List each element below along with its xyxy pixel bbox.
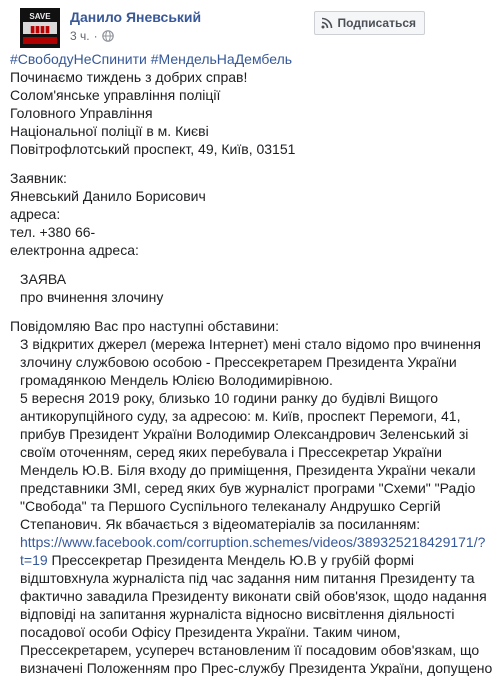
text-line: Прессекретарем, усупереч встановленим її посадовим обов'язкам, що [20, 642, 480, 658]
text-line: 5 вересня 2019 року, близько 10 години ранку до будівлі Вищого [20, 390, 439, 406]
avatar[interactable] [20, 8, 60, 48]
text-line: адреса: [10, 206, 61, 222]
text-line: злочину службовою особою - Прессекретарем Президента України [20, 354, 457, 370]
video-link[interactable]: https://www.facebook.com/corruption.schemes/videos/389325218429171/? [20, 534, 486, 550]
text-line: посадової особи Офісу Президента України. Таким чином, [20, 624, 401, 640]
text-line: електронна адреса: [10, 242, 139, 258]
hashtags-line [10, 50, 438, 68]
text-line: З відкритих джерел (мережа Інтернет) мені стало відомо про вчинення [20, 336, 481, 352]
rss-icon [321, 17, 333, 29]
text-line: Починаємо тиждень з добрих справ! [10, 69, 248, 85]
text-line [10, 551, 438, 569]
follow-button[interactable] [314, 11, 425, 35]
text-line: "Свобода" та Першого Суспільного телеканалу Андрушко Сергій [20, 498, 441, 514]
text-line: Мендель Ю.В. Біля входу до приміщення, Президента України чекали [20, 462, 476, 478]
video-link-continued[interactable]: t=19 [20, 552, 48, 568]
text-line: прибув Президент України Володимир Олександрович Зеленський зі [20, 426, 469, 442]
text-line: Заявник: [10, 170, 67, 186]
post-meta: 3 ч. · [70, 29, 114, 43]
avatar-logo-text: SAVE [29, 12, 51, 21]
hashtag[interactable]: #СвободуНеСпинити [10, 51, 147, 67]
text-line: Головного Управління [10, 105, 153, 121]
post-header [10, 0, 435, 52]
hashtag[interactable]: #МендельНаДембель [150, 51, 293, 67]
text-line: Національної поліції в м. Києві [10, 123, 209, 139]
statement-title: ЗАЯВА [20, 271, 67, 287]
text-line: антикорупційного суду, за адресою: м. Київ, проспект Перемоги, 41, [20, 408, 461, 424]
post-time[interactable]: 3 ч. [70, 29, 90, 43]
statement-subtitle: про вчинення злочину [20, 289, 164, 305]
text-line: тел. +380 66- [10, 224, 96, 240]
text-line: своїм оточенням, серед яких перебувала і Прессекретар України [20, 444, 442, 460]
post-body [10, 50, 492, 677]
follow-label: Подписаться [337, 16, 416, 30]
text-line [10, 533, 486, 551]
svg-text:▮▮▮▮: ▮▮▮▮ [30, 24, 50, 34]
text-line: відштовхнула журналіста під час задання ним питання Президенту та [20, 570, 475, 586]
text-line: Яневський Данило Борисович [10, 188, 206, 204]
text-line: представники ЗМІ, серед яких був журналіст програми "Схеми" "Радіо [20, 480, 476, 496]
globe-icon [102, 30, 114, 42]
text-line: Повідомляю Вас про наступні обставини: [10, 318, 279, 334]
text-line: Повітрофлотський проспект, 49, Київ, 03151 [10, 141, 296, 157]
text-line: громадянкою Мендель Юлією Володимирівною. [20, 372, 333, 388]
text-line: Степанович. Як вбачається з відеоматеріалів за посиланням: [20, 516, 421, 532]
author-name[interactable]: Данило Яневський [70, 9, 202, 25]
text-line: відповіді на запитання журналіста відносно висвітлення діяльності [20, 606, 455, 622]
text-line: визначені Положенням про Прес-службу Президента України, допущено [20, 660, 492, 676]
text-line: Солом'янське управління поліції [10, 87, 221, 103]
text-after-link: Прессекретар Президента Мендель Ю.В у грубій формі [47, 552, 414, 568]
text-line: фактично завадила Президенту виконати свій обов'язок, щодо надання [20, 588, 487, 604]
